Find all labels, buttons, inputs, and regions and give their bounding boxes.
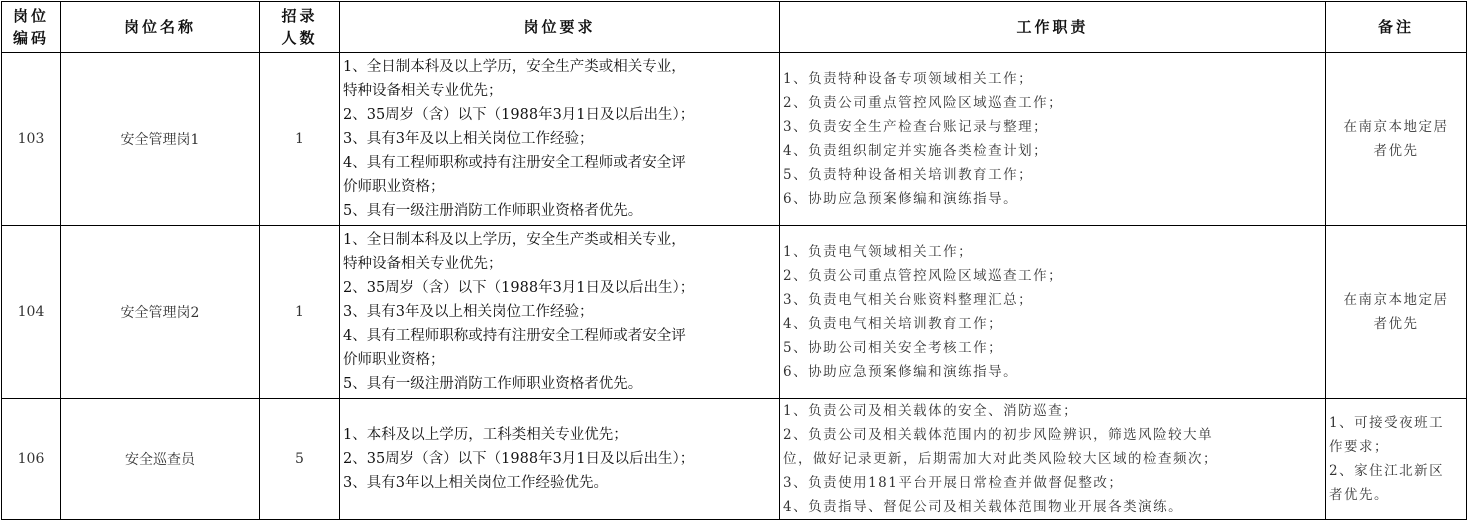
position-requirements: 1、全日制本科及以上学历，安全生产类或相关专业， 特种设备相关专业优先； 2、35周岁（含）以下（1988年3月1日及以后出生）； 3、具有3年及以上相关岗位工作经验； 4、具有工程师职称或持有注册安全工程师或者安全评 价师职业资格； 5、具有一级注册消防工作师职业资格者优先。	[340, 53, 780, 226]
header-name: 岗位名称	[61, 2, 260, 53]
job-duties: 1、负责电气领域相关工作； 2、负责公司重点管控风险区域巡查工作； 3、负责电气相关台账资料整理汇总； 4、负责电气相关培训教育工作； 5、协助公司相关安全考核工作； 6、协助应急预案修编和演练指导。	[780, 226, 1326, 399]
notes: 在南京本地定居 者优先	[1326, 226, 1467, 399]
position-name: 安全管理岗2	[61, 226, 260, 399]
hire-count: 5	[260, 399, 340, 520]
position-code: 104	[2, 226, 61, 399]
hire-count: 1	[260, 226, 340, 399]
header-requirements: 岗位要求	[340, 2, 780, 53]
table-row	[2, 53, 1467, 226]
position-name: 安全管理岗1	[61, 53, 260, 226]
header-duties: 工作职责	[780, 2, 1326, 53]
job-duties: 1、负责特种设备专项领域相关工作； 2、负责公司重点管控风险区域巡查工作； 3、负责安全生产检查台账记录与整理； 4、负责组织制定并实施各类检查计划； 5、负责特种设备相关培训教育工作； 6、协助应急预案修编和演练指导。	[780, 53, 1326, 226]
notes: 1、可接受夜班工 作要求； 2、家住江北新区 者优先。	[1326, 399, 1467, 520]
position-name: 安全巡查员	[61, 399, 260, 520]
position-code: 103	[2, 53, 61, 226]
header-notes: 备注	[1326, 2, 1467, 53]
position-requirements: 1、全日制本科及以上学历，安全生产类或相关专业， 特种设备相关专业优先； 2、35周岁（含）以下（1988年3月1日及以后出生）； 3、具有3年及以上相关岗位工作经验； 4、具有工程师职称或持有注册安全工程师或者安全评 价师职业资格； 5、具有一级注册消防工作师职业资格者优先。	[340, 226, 780, 399]
header-code: 岗位 编码	[2, 2, 61, 53]
header-row	[2, 2, 1467, 53]
job-duties: 1、负责公司及相关载体的安全、消防巡查； 2、负责公司及相关载体范围内的初步风险辨识，筛选风险较大单 位，做好记录更新，后期需加大对此类风险较大区域的检查频次； 3、负责使用181平台开展日常检查并做督促整改； 4、负责指导、督促公司及相关载体范围物业开展各类演练。	[780, 399, 1326, 520]
notes: 在南京本地定居 者优先	[1326, 53, 1467, 226]
table-row	[2, 399, 1467, 520]
position-code: 106	[2, 399, 61, 520]
position-requirements: 1、本科及以上学历，工科类相关专业优先； 2、35周岁（含）以下（1988年3月1日及以后出生）； 3、具有3年以上相关岗位工作经验优先。	[340, 399, 780, 520]
hire-count: 1	[260, 53, 340, 226]
table-row	[2, 226, 1467, 399]
header-count: 招录 人数	[260, 2, 340, 53]
job-positions-table	[1, 1, 1467, 520]
